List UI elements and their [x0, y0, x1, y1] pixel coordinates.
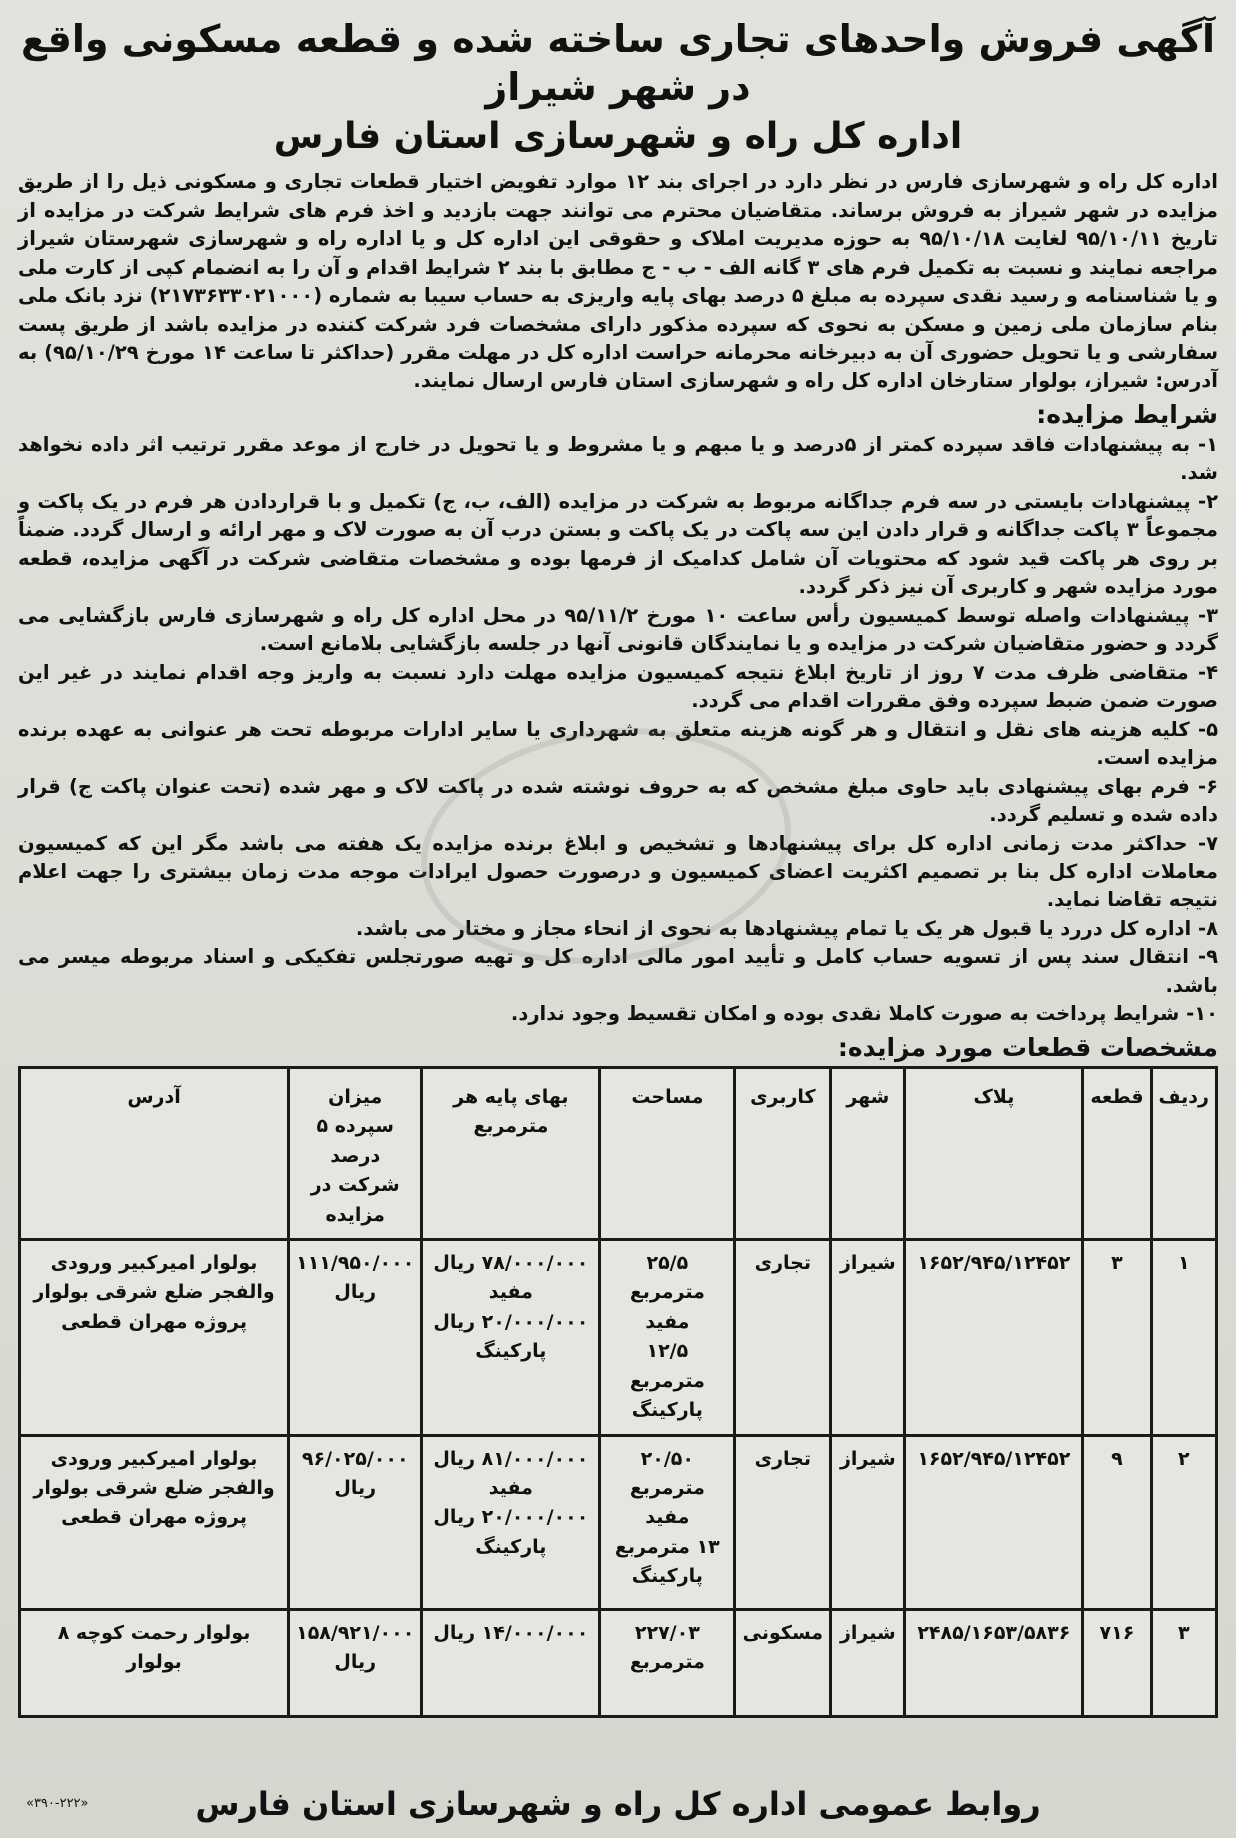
cell-line: ۲۰/۵۰ مترمربع	[629, 1447, 705, 1500]
cell-line: مفید	[488, 1281, 533, 1304]
page-subtitle: اداره کل راه و شهرسازی استان فارس	[273, 116, 963, 157]
cell-price	[422, 1609, 600, 1716]
cell-line: ۸۱/۰۰۰/۰۰۰ ریال	[433, 1447, 589, 1470]
cell-line: ۲۲۷/۰۳ مترمربع	[629, 1621, 705, 1674]
header-row-number: ردیف	[1151, 1067, 1216, 1239]
table-row	[20, 1435, 1217, 1609]
footer-code: «۳۹۰-۲۲۲»	[26, 1796, 89, 1811]
cell-area	[600, 1435, 735, 1609]
condition-item: ۲- پیشنهادات بایستی در سه فرم جداگانه مربوط به شرکت در مزایده (الف، ب، ج) تکمیل و با قراردادن هر فرم در یک پاکت و مجموعاً ۳ پاکت جداگانه و قرار دادن این سه پاکت در یک پاکت و بستن درب آن به صورت لاک و مهر ارائه و ارسال گردد. ضمناً بر روی هر پاکت قید شود که محتویات آن شامل کدامیک از فرمها بوده و مشخصات متقاضی شرکت در آگهی مزایده، قطعه مورد مزایده شهر و کاربری آن نیز ذکر گردد.	[18, 489, 1219, 599]
cell-line: پارکینگ	[475, 1535, 547, 1558]
cell-line: ۱۴/۰۰۰/۰۰۰ ریال	[433, 1621, 589, 1644]
cell-price	[422, 1435, 600, 1609]
cell-plaque: ۱۶۵۲/۹۴۵/۱۲۴۵۲	[905, 1435, 1083, 1609]
condition-item: ۶- فرم بهای پیشنهادی باید حاوی مبلغ مشخص که به حروف نوشته شده در پاکت لاک و مهر شده (تحت عنوان پاکت ج) قرار داده شده و تسلیم گردد.	[18, 774, 1218, 827]
cell-line: ۲۰/۰۰۰/۰۰۰ ریال	[433, 1310, 589, 1333]
condition-item: ۳- پیشنهادات واصله توسط کمیسیون رأس ساعت ۱۰ مورخ ۹۵/۱۱/۲ در محل اداره کل راه و شهرسازی فارس بازگشایی می گردد و حضور متقاضیان شرکت در مزایده و یا نمایندگان قانونی آنها در جلسه بازگشایی بلامانع است.	[18, 603, 1219, 656]
footer-signature: روابط عمومی اداره کل راه و شهرسازی استان فارس	[195, 1785, 1041, 1823]
page-title: آگهی فروش واحدهای تجاری ساخته شده و قطعه مسکونی واقع در شهر شیراز	[20, 17, 1215, 109]
table-header-row	[20, 1067, 1217, 1239]
cell-area	[600, 1239, 735, 1435]
condition-item: ۹- انتقال سند پس از تسویه حساب کامل و تأیید امور مالی اداره کل و تهیه صورتجلس تفکیکی و اسناد مربوطه میسر می باشد.	[18, 945, 1218, 997]
cell-row-number: ۲	[1151, 1435, 1216, 1609]
cell-line: ۹۶/۰۲۵/۰۰۰ ریال	[301, 1447, 409, 1500]
cell-row-number: ۳	[1151, 1609, 1216, 1716]
cell-line: مفید	[645, 1506, 690, 1529]
condition-item: ۵- کلیه هزینه های نقل و انتقال و هر گونه هزینه متعلق به شهرداری یا سایر ادارات مربوطه تحت هر عنوانی به عهده برنده مزایده است.	[18, 717, 1218, 770]
cell-line: پارکینگ	[631, 1399, 703, 1422]
cell-line: ۱۱۱/۹۵۰/۰۰۰	[296, 1251, 415, 1274]
cell-line: ۱۵۸/۹۲۱/۰۰۰	[296, 1621, 415, 1644]
cell-deposit	[289, 1435, 422, 1609]
cell-line: ریال	[334, 1281, 377, 1304]
cell-line: پارکینگ	[475, 1340, 547, 1363]
cell-line: ۲۰/۰۰۰/۰۰۰ ریال	[433, 1506, 589, 1529]
header-price: بهای پایه هر مترمربع	[422, 1067, 600, 1239]
cell-row-number: ۱	[1151, 1239, 1216, 1435]
lots-table	[18, 1066, 1218, 1718]
condition-item: ۴- متقاضی ظرف مدت ۷ روز از تاریخ ابلاغ نتیجه کمیسیون مزایده مهلت دارد نسبت به واریز وجه اقدام نمایند در غیر این صورت ضمن ضبط سپرده وفق مقررات اقدام می گردد.	[18, 660, 1218, 713]
cell-line: پارکینگ	[631, 1565, 703, 1588]
cell-plaque: ۲۴۸۵/۱۶۵۳/۵۸۳۶	[905, 1609, 1083, 1716]
cell-usage: مسکونی	[735, 1609, 831, 1716]
table-row	[20, 1609, 1217, 1716]
cell-lot: ۳	[1083, 1239, 1151, 1435]
header-usage: کاربری	[735, 1067, 831, 1239]
condition-item: ۸- اداره کل دررد یا قبول هر یک یا تمام پیشنهادها به نحوی از انحاء مجاز و مختار می باشد.	[355, 916, 1218, 940]
conditions-title: شرایط مزایده:	[1036, 399, 1218, 429]
table-row	[20, 1239, 1217, 1435]
cell-line: ریال	[334, 1651, 377, 1674]
cell-price	[422, 1239, 600, 1435]
condition-item: ۱۰- شرایط پرداخت به صورت کاملا نقدی بوده و امکان تقسیط وجود ندارد.	[510, 1002, 1218, 1026]
header-deposit: میزان سپرده ۵ درصد شرکت در مزایده	[289, 1067, 422, 1239]
cell-usage: تجاری	[735, 1435, 831, 1609]
cell-area	[600, 1609, 735, 1716]
cell-line: ۷۸/۰۰۰/۰۰۰ ریال	[433, 1251, 589, 1274]
cell-line: ۲۵/۵ مترمربع	[629, 1251, 705, 1304]
cell-plaque: ۱۶۵۲/۹۴۵/۱۲۴۵۲	[905, 1239, 1083, 1435]
cell-line: ۱۳ مترمربع	[614, 1535, 720, 1558]
header-lot: قطعه	[1083, 1067, 1151, 1239]
lots-title: مشخصات قطعات مورد مزایده:	[837, 1032, 1218, 1062]
condition-item: ۷- حداکثر مدت زمانی اداره کل برای پیشنهادها و تشخیص و ابلاغ برنده مزایده یک هفته می باشد مگر این که کمیسیون معاملات اداره کل بنا بر تصمیم اکثریت اعضای کمیسیون و درصورت حصول ایرادات موجه مدت زمان بیشتری را جهت اعلام نتیجه تقاضا نماید.	[18, 831, 1218, 912]
conditions-list	[18, 431, 1218, 1029]
header-address: آدرس	[20, 1067, 289, 1239]
cell-address: بولوار امیرکبیر ورودی والفجر ضلع شرقی بولوار پروژه مهران قطعی	[20, 1239, 289, 1435]
cell-city: شیراز	[831, 1609, 905, 1716]
header-plaque: پلاک	[905, 1067, 1083, 1239]
intro-paragraph: اداره کل راه و شهرسازی فارس در نظر دارد در اجرای بند ۱۲ موارد تفویض اختیار قطعات تجاری و مسکونی ذیل را از طریق مزایده در شهر شیراز به فروش برساند. متقاضیان محترم می توانند جهت بازدید و اخذ فرم های شرایط شرکت در مزایده از تاریخ ۹۵/۱۰/۱۱ لغایت ۹۵/۱۰/۱۸ به حوزه مدیریت املاک و حقوقی این اداره کل و یا اداره راه و شهرسازی شهرستان شیراز مراجعه نمایند و نسبت به تکمیل فرم های ۳ گانه الف - ب - ج مطابق با بند ۲ شرایط اقدام و آن را به انضمام کپی از کارت ملی و یا شناسنامه و رسید نقدی سپرده به مبلغ ۵ درصد بهای پایه واریزی به حساب سیبا به شماره (۲۱۷۳۶۳۳۰۲۱۰۰۰) نزد بانک ملی بنام سازمان ملی زمین و مسکن به نحوی که سپرده مذکور دارای مشخصات فرد شرکت کننده در مزایده باشد از طریق پست سفارشی و یا تحویل حضوری آن به دبیرخانه محرمانه حراست اداره کل در مهلت مقرر (حداکثر تا ساعت ۱۴ مورخ ۹۵/۱۰/۲۹) به آدرس: شیراز، بولوار ستارخان اداره کل راه و شهرسازی استان فارس ارسال نمایند.	[18, 170, 1218, 393]
header-area: مساحت	[600, 1067, 735, 1239]
cell-deposit	[289, 1239, 422, 1435]
cell-city: شیراز	[831, 1239, 905, 1435]
cell-line: مفید	[488, 1477, 533, 1500]
cell-lot: ۹	[1083, 1435, 1151, 1609]
cell-address: بولوار امیرکبیر ورودی والفجر ضلع شرقی بولوار پروژه مهران قطعی	[20, 1435, 289, 1609]
cell-city: شیراز	[831, 1435, 905, 1609]
condition-item: ۱- به پیشنهادات فاقد سپرده کمتر از ۵درصد و یا مبهم و یا مشروط و یا تحویل در خارج از موعد مقرر ترتیب اثر داده نخواهد شد.	[18, 432, 1218, 485]
header-city: شهر	[831, 1067, 905, 1239]
footer	[18, 1778, 1218, 1830]
cell-lot: ۷۱۶	[1083, 1609, 1151, 1716]
cell-deposit	[289, 1609, 422, 1716]
cell-line: ۱۲/۵ مترمربع	[629, 1340, 705, 1392]
cell-line: مفید	[645, 1310, 690, 1333]
cell-usage: تجاری	[735, 1239, 831, 1435]
cell-address: بولوار رحمت کوچه ۸ بولوار	[20, 1609, 289, 1716]
